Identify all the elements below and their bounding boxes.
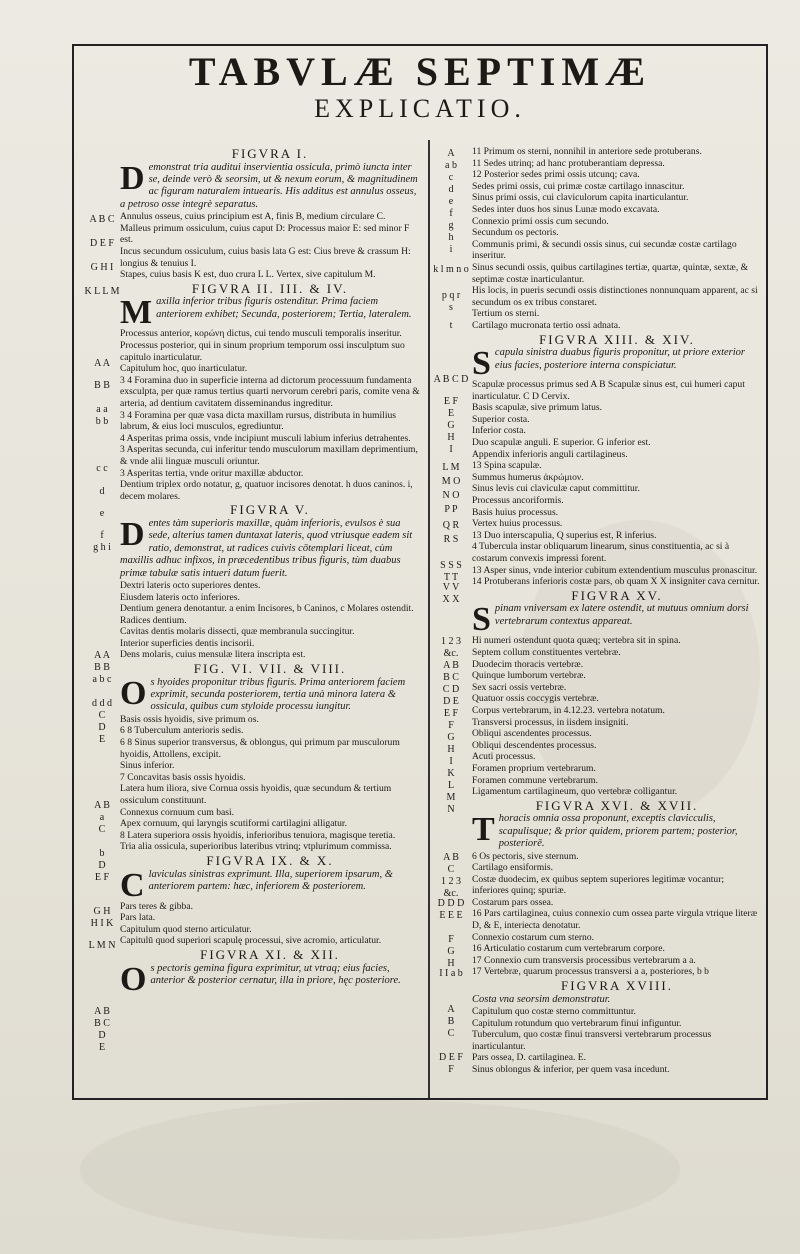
figure-description-text: s pectoris gemina figura exprimitur, ut vtraq; eius facies, anterior & posterior cernatur, illa in priore, hęc posteriore. — [150, 962, 401, 986]
margin-letter-marker: G H — [93, 906, 111, 917]
legend-entry: 12 Posterior sedes primi ossis utcunq; cava. — [472, 169, 640, 181]
margin-letter-marker: C — [98, 710, 106, 721]
margin-letter-marker: H I K — [90, 918, 114, 929]
legend-entry: 14 Protuberans inferioris costæ pars, ob quam X X insigniter cava cernitur. — [472, 576, 760, 588]
margin-letter-marker: D E — [443, 696, 459, 707]
legend-entry: Dentium triplex ordo notatur, g, quatuor incisores denotat. h duos caninos. i, decem molares. — [120, 479, 413, 502]
legend-entry: Foramen commune vertebrarum. — [472, 774, 599, 786]
margin-letter-marker: B B — [94, 380, 110, 391]
margin-letter-marker: M O — [441, 476, 461, 487]
margin-letter-marker: V V — [442, 582, 460, 593]
margin-letter-marker: d d d — [92, 698, 112, 709]
margin-letter-marker: F — [448, 934, 454, 945]
figure-description — [120, 960, 420, 998]
margin-letter-marker: A B C D — [433, 374, 469, 385]
margin-letter-marker: A B — [443, 660, 459, 671]
legend-entry: Stapes, cuius basis K est, duo crura L L. Vertex, sive capitulum M. — [120, 269, 376, 281]
legend-entry: Capitulum hoc, quo inarticulatur. — [120, 363, 248, 375]
legend-entry: Apex cornuum, qui laryngis scutiformi cartilagini alligatur. — [120, 818, 347, 830]
margin-letter-marker: B B — [94, 662, 110, 673]
legend-entry: Annulus osseus, cuius principium est A, finis B, medium circulare C. — [120, 211, 386, 223]
legend-entry: Sedes primi ossis, cui primæ costæ cartilago innascitur. — [472, 180, 685, 192]
figure-description-text: pinam vniversam ex latere ostendit, ut mutuus omnium dorsi vertebrarum contextus appareat. — [494, 603, 749, 627]
drop-cap: D — [120, 515, 145, 553]
margin-letter-marker: H — [447, 432, 455, 443]
drop-cap: D — [120, 159, 145, 197]
legend-entry: 16 Articulatio costarum cum vertebrarum corpore. — [472, 943, 665, 955]
legend-entry: Obliqui descendentes processus. — [472, 739, 597, 751]
drop-cap: S — [472, 345, 491, 383]
legend-entry: 3 Asperitas secunda, cui inferitur tendo musculorum maxillam deprimentium, & vnde alii linguæ musculi oriuntur. — [120, 444, 418, 467]
margin-letter-marker: A — [447, 148, 455, 159]
legend-entry: Eiusdem lateris octo inferiores. — [120, 591, 240, 603]
margin-letter-marker: M — [446, 792, 456, 803]
paper-stain — [80, 1100, 680, 1240]
legend-entry: Sinus levis cui claviculæ caput committitur. — [472, 483, 640, 495]
section-heading: FIGVRA XIII. & XIV. — [539, 331, 695, 347]
legend-entry: 11 Primum os sterni, nonnihil in anteriore sede protuberans. — [472, 146, 702, 157]
margin-letter-marker: 1 2 3 — [441, 876, 461, 887]
margin-letter-marker: 1 2 3 — [441, 636, 461, 647]
legend-entry: 6 8 Tuberculum anterioris sedis. — [120, 725, 244, 737]
legend-entry: 16 Pars cartilaginea, cuius connexio cum ossea parte virgula vtrique literæ D, & E, interiecta denotatur. — [472, 908, 758, 932]
figure-description — [472, 813, 762, 850]
legend-entry: Communis primi, & secundi ossis sinus, cui secundæ costæ cartilago inseritur. — [472, 238, 737, 262]
legend-entry: 11 Sedes utrinq; ad hanc protuberantiam depressa. — [472, 157, 665, 169]
legend-entry: 3 Asperitas tertia, vnde oritur maxillæ abductor. — [120, 467, 304, 479]
margin-letter-marker: d — [448, 184, 454, 195]
margin-letter-marker: p q r — [441, 290, 461, 301]
margin-letter-marker: i — [449, 244, 453, 255]
margin-letter-marker: a a — [96, 404, 108, 415]
margin-letter-marker: b — [99, 848, 105, 859]
legend-entry: Obliqui ascendentes processus. — [472, 728, 592, 740]
legend-entry: 17 Vertebræ, quarum processus transversi a a, posteriores, b b — [472, 966, 709, 978]
column-divider — [428, 140, 430, 1098]
figure-description-text: axilla inferior tribus figuris ostenditur. Prima faciem anteriorem exhibet; Secunda, posteriorem; Tertia, lateralem. — [156, 296, 412, 320]
margin-letter-marker: G H I — [90, 262, 114, 273]
section-heading: FIGVRA IX. & X. — [206, 853, 334, 868]
margin-letter-marker: &c. — [443, 888, 459, 899]
margin-letter-marker: f — [449, 208, 453, 219]
margin-letter-marker: L — [447, 780, 455, 791]
figure-description — [472, 601, 762, 639]
legend-entry: Tuberculum, quo costæ finui transversi vertebrarum processus inarticulantur. — [472, 1029, 712, 1052]
legend-entry: Sex sacri ossis vertebræ. — [472, 681, 567, 693]
legend-entry: Quatuor ossis coccygis vertebræ. — [472, 693, 599, 705]
section-heading: FIGVRA V. — [230, 502, 310, 518]
section-heading: FIGVRA XVI. & XVII. — [535, 797, 699, 813]
legend-entry: Processus ancoriformis. — [472, 495, 564, 507]
margin-letter-marker: A B — [94, 800, 110, 811]
legend-entry: Interior superficies dentis incisorii. — [120, 637, 255, 649]
legend-entry: Scapulæ processus primus sed A B Scapulæ sinus est, cui humeri caput inarticulatur. C D Cervix. — [472, 379, 745, 402]
margin-letter-marker: C — [98, 824, 106, 835]
legend-entry: Duodecim thoracis vertebræ. — [472, 658, 584, 670]
margin-letter-marker: I — [449, 756, 453, 767]
figure-description-text: capula sinistra duabus figuris proponitur, ut priore exterior eius facies, posteriore interna conspiciatur. — [494, 347, 745, 371]
figure-description-text: horacis omnia ossa proponunt, exceptis clavicculis, scapulisque; & prior quidem, priorem partem; posterior, posteriorē. — [498, 813, 738, 850]
figure-description — [120, 294, 420, 332]
margin-letter-marker: E F — [443, 396, 459, 407]
section-heading: FIG. VI. VII. & VIII. — [193, 661, 347, 677]
margin-letter-marker: k l m n o — [433, 264, 469, 275]
margin-letter-marker: T T — [443, 572, 459, 583]
figure-description-text: s hyoides proponitur tribus figuris. Prima anteriorem faciem exprimit, secunda posteriorem, tertia unà minora latera & ossicula, quibus cum styloide processu iungitur. — [150, 676, 406, 713]
margin-letter-marker: N — [447, 804, 455, 815]
margin-letter-marker: D E F — [90, 238, 114, 249]
margin-letter-marker: A B — [94, 1006, 110, 1017]
legend-entry: Inferior costa. — [472, 425, 526, 437]
margin-letter-marker: A B — [443, 852, 459, 863]
legend-entry: Basis huius processus. — [472, 506, 559, 518]
drop-cap: T — [472, 811, 495, 849]
margin-letter-marker: D E F — [439, 1052, 463, 1063]
legend-entry: Capitulum rotundum quo vertebrarum finui infiguntur. — [472, 1017, 682, 1029]
margin-letter-marker: g — [448, 220, 454, 231]
margin-letter-marker: F — [448, 1064, 454, 1075]
figure-description — [120, 159, 420, 212]
drop-cap: C — [120, 866, 145, 904]
figure-description-text: entes tàm superioris maxillæ, quàm inferioris, evulsos è sua sede, alterius tamen duntaxat lateris, quod vtriusque eadem sit ratio, demonstrat, ut radices cuivis cōtemplari liceat, cùm maxillis adhuc infixos, in præcedentibus tribus figuris, tùm duabus primæ tabulæ satis intueri datum fuerit. — [120, 517, 413, 579]
section-heading: FIGVRA I. — [231, 146, 309, 161]
margin-letter-marker: S S S — [440, 560, 462, 571]
margin-letter-marker: X X — [442, 594, 460, 605]
legend-entry: Quinque lumborum vertebræ. — [472, 670, 586, 682]
margin-letter-marker: D — [98, 1030, 106, 1041]
legend-entry: Summus humerus ἀκρώμιον. — [472, 471, 584, 483]
legend-entry: 3 4 Foramina duo in superficie interna ad dictorum processuum fundamenta exsculpta, per quæ ramus tertius quarti nervorum cerebri paris, comite vena & arteria, ad dentium cavitatem disseminandus ingreditur. — [120, 374, 420, 409]
legend-entry: 6 8 Sinus superior transversus, & oblongus, qui primum par musculorum hyoidis, Attollens, excipit. — [120, 737, 400, 760]
legend-entry: Corpus vertebrarum, in 4.12.23. vertebra notatum. — [472, 704, 665, 716]
legend-entry: 4 Tubercula instar obliquarum linearum, sinus constituentia, ac si à costarum convexis impressi forent. — [472, 541, 730, 564]
legend-entry: Dentium genera denotantur. a enim Incisores, b Caninos, c Molares ostendit. — [120, 603, 414, 615]
legend-entry: Vertex huius processus. — [472, 518, 563, 530]
figure-description-text: emonstrat tria auditui inservientia ossicula, primò iuncta inter se, deinde verò & seorsim, ut & nexum eorum, & magnitudinem ac figuram naturalem intuearis. His additus est annulus osseus, a petroso osse integrè separatus. — [120, 161, 418, 210]
legend-entry: Connexus cornuum cum basi. — [120, 806, 235, 818]
legend-entry: Acuti processus. — [472, 751, 536, 763]
section-heading: FIGVRA XI. & XII. — [200, 946, 340, 962]
margin-letter-marker: s — [449, 302, 453, 313]
legend-entry: Cavitas dentis molaris dissecti, quæ membranula succingitur. — [120, 626, 355, 638]
legend-entry: Costæ duodecim, ex quibus septem superiores legitimæ vocantur; inferiores quinq; spuriæ. — [472, 873, 725, 897]
legend-entry: Cartilago ensiformis. — [472, 862, 553, 874]
margin-letter-marker: K — [447, 768, 455, 779]
margin-letter-marker: a — [99, 812, 105, 823]
legend-entry: Costarum pars ossea. — [472, 896, 554, 908]
legend-entry: Pars lata. — [120, 912, 156, 924]
legend-entry: Pars ossea, D. cartilaginea. E. — [472, 1052, 587, 1064]
margin-letter-marker: b b — [95, 416, 109, 427]
margin-letter-marker: G — [447, 732, 455, 743]
legend-entry: Ligamentum cartilagineum, quo vertebræ colligantur. — [472, 786, 678, 798]
figure-description — [472, 345, 762, 383]
legend-entry: Basis scapulæ, sive primum latus. — [472, 402, 603, 414]
margin-letter-marker: F — [448, 720, 454, 731]
margin-letter-marker: E — [447, 408, 455, 419]
margin-letter-marker: A A — [94, 650, 110, 661]
margin-letter-marker: B C — [443, 672, 459, 683]
legend-entry: Superior costa. — [472, 413, 530, 425]
legend-entry: Appendix inferioris anguli cartilagineus. — [472, 448, 628, 460]
margin-letter-marker: Q R — [442, 520, 460, 531]
legend-entry: Capitulū quod superiori scapulę processui, sive acromio, articulatur. — [120, 935, 382, 947]
margin-letter-marker: L M — [442, 462, 460, 473]
drop-cap: O — [120, 674, 147, 712]
legend-entry: Pars teres & gibba. — [120, 900, 194, 912]
legend-entry: Basis ossis hyoidis, sive primum os. — [120, 713, 259, 725]
legend-entry: Dens molaris, cuius mensulæ litera inscripta est. — [120, 649, 306, 661]
margin-letter-marker: G — [447, 946, 455, 957]
legend-entry: Septem collum constituentes vertebræ. — [472, 646, 621, 658]
margin-letter-marker: I I a b — [439, 968, 463, 979]
margin-letter-marker: A — [447, 1004, 455, 1015]
legend-entry: Dextri lateris octo superiores dentes. — [120, 579, 261, 591]
figure-description-text: laviculas sinistras exprimunt. Illa, superiorem ipsarum, & anteriorem partem: hæc, inferiorem & posteriorem. — [148, 868, 393, 892]
margin-letter-marker: H — [447, 744, 455, 755]
legend-entry: 7 Concavitas basis ossis hyoidis. — [120, 771, 246, 783]
margin-letter-marker: e — [99, 508, 105, 519]
legend-entry: 13 Spina scapulæ. — [472, 460, 542, 472]
legend-entry: Radices dentium. — [120, 614, 187, 626]
legend-entry: Latera hum iliora, sive Cornua ossis hyoidis, quæ secundum & tertium ossiculum constituunt. — [120, 783, 392, 807]
margin-letter-marker: D — [98, 860, 106, 871]
left-column — [120, 146, 420, 998]
margin-letter-marker: G — [447, 420, 455, 431]
margin-letter-marker: D — [98, 722, 106, 733]
legend-entry: Connexio primi ossis cum secundo. — [472, 215, 609, 227]
legend-entry: Transversi processus, in iisdem insigniti. — [472, 716, 629, 728]
legend-entry: Processus posterior, qui in sinum proprium temporum ossi insculptum suo capitulo inarticulatur. — [120, 339, 405, 363]
legend-entry: 4 Asperitas prima ossis, vnde incipiunt musculi labium inferius detrahentes. — [120, 432, 411, 444]
margin-letter-marker: a b — [445, 160, 457, 171]
legend-entry: Capitulum quod sterno articulatur. — [120, 923, 252, 935]
margin-letter-marker: B C — [94, 1018, 110, 1029]
margin-letter-marker: &c. — [443, 648, 459, 659]
legend-entry: Incus secundum ossiculum, cuius basis lata G est: Cius breve & crassum H: longius & tenuius I. — [120, 246, 411, 269]
legend-entry: Sinus secundi ossis, quibus cartilagines tertiæ, quartæ, quintæ, sextæ, & septimæ costæ inarticulantur. — [472, 261, 749, 285]
margin-letter-marker: C — [447, 864, 455, 875]
margin-letter-marker: f — [100, 530, 104, 541]
legend-entry: Hi numeri ostendunt quota quæq; vertebra sit in spina. — [472, 635, 681, 647]
margin-letter-marker: D D D — [437, 898, 465, 909]
legend-entry: Secundum os pectoris. — [472, 227, 559, 239]
legend-entry: Malleus primum ossiculum, cuius caput D: Processus maior E: sed minor F est. — [120, 222, 410, 246]
margin-letter-marker: K L L M — [84, 286, 120, 297]
margin-letter-marker: A B C — [89, 214, 115, 225]
legend-entry: 6 Os pectoris, sive sternum. — [472, 850, 579, 862]
margin-letter-marker: E — [98, 1042, 106, 1053]
margin-letter-marker: a b c — [92, 674, 112, 685]
margin-letter-marker: P P — [444, 504, 458, 515]
drop-cap: O — [120, 960, 147, 998]
legend-entry: 17 Connexio cum transversis processibus vertebrarum a a. — [472, 954, 696, 966]
legend-entry: Capitulum quo costæ sterno committuntur. — [472, 1006, 636, 1018]
section-heading: FIGVRA II. III. & IV. — [191, 280, 349, 296]
margin-letter-marker: g h i — [93, 542, 111, 553]
legend-entry: Cartilago mucronata tertio ossi adnata. — [472, 319, 621, 331]
legend-entry: Processus anterior, κορώνη dictus, cui tendo musculi temporalis inseritur. — [120, 328, 402, 340]
margin-letter-marker: C D — [442, 684, 460, 695]
figure-description — [472, 994, 762, 1006]
page-subtitle: EXPLICATIO. — [314, 94, 526, 123]
legend-entry: 3 4 Foramina per quæ vasa dicta maxillam rursus, distributa in humilius labrum, & eius loci musculos, egrediuntur. — [120, 409, 397, 433]
margin-letter-marker: N O — [442, 490, 460, 501]
legend-entry: Sinus inferior. — [120, 760, 175, 772]
margin-letter-marker: E F — [443, 708, 459, 719]
margin-letter-marker: C — [447, 1028, 455, 1039]
legend-entry: Sinus primi ossis, cui claviculorum capita inarticulantur. — [472, 192, 689, 204]
right-column — [472, 146, 762, 1076]
margin-letter-marker: I — [449, 444, 453, 455]
legend-entry: 8 Latera superiora ossis hyoidis, inferioribus tenuiora, magisque teretia. — [120, 829, 396, 841]
legend-entry: Tria alia ossicula, superioribus lateribus vtrinq; vtplurimum commissa. — [120, 841, 392, 853]
figure-description — [120, 866, 420, 904]
section-heading: FIGVRA XV. — [571, 587, 663, 603]
drop-cap: M — [120, 294, 153, 332]
legend-entry: Tertium os sterni. — [472, 308, 540, 320]
drop-cap: S — [472, 601, 491, 639]
legend-entry: Connexio costarum cum sterno. — [472, 931, 595, 943]
page-title: TABVLÆ SEPTIMÆ — [188, 49, 652, 94]
margin-letter-marker: R S — [443, 534, 459, 545]
legend-entry: Foramen proprium vertebrarum. — [472, 762, 596, 774]
section-heading: FIGVRA XVIII. — [561, 978, 673, 994]
margin-letter-marker: c c — [96, 463, 108, 474]
margin-letter-marker: E E E — [439, 910, 463, 921]
margin-letter-marker: L M N — [88, 940, 116, 951]
legend-entry: Duo scapulæ anguli. E superior. G inferior est. — [472, 437, 651, 449]
margin-letter-marker: d — [99, 486, 105, 497]
margin-letter-marker: h — [448, 232, 454, 243]
legend-entry: Sinus oblongus & inferior, per quem vasa incedunt. — [472, 1064, 670, 1075]
legend-entry: 13 Duo interscapulia, Q superius est, R inferius. — [472, 529, 657, 541]
margin-letter-marker: H — [447, 958, 455, 969]
margin-letter-marker: t — [449, 320, 453, 331]
legend-entry: Sedes inter duos hos sinus Lunæ modo excavata. — [472, 203, 660, 215]
margin-letter-marker: e — [448, 196, 454, 207]
margin-letter-marker: c — [448, 172, 454, 183]
margin-letter-marker: B — [447, 1016, 455, 1027]
margin-letter-marker: E F — [94, 872, 110, 883]
margin-letter-marker: A A — [94, 358, 110, 369]
figure-description-text: Costa vna seorsim demonstratur. — [472, 993, 611, 1005]
figure-description — [120, 674, 420, 714]
figure-description — [120, 515, 420, 580]
legend-entry: 13 Asper sinus, vnde interior cubitum extendentium musculus pronascitur. — [472, 564, 758, 576]
margin-letter-marker: E — [98, 734, 106, 745]
legend-entry: His locis, in pueris secundi ossis distinctiones nonnunquam apparent, ac si secundum os ex tribus constaret. — [472, 285, 758, 308]
